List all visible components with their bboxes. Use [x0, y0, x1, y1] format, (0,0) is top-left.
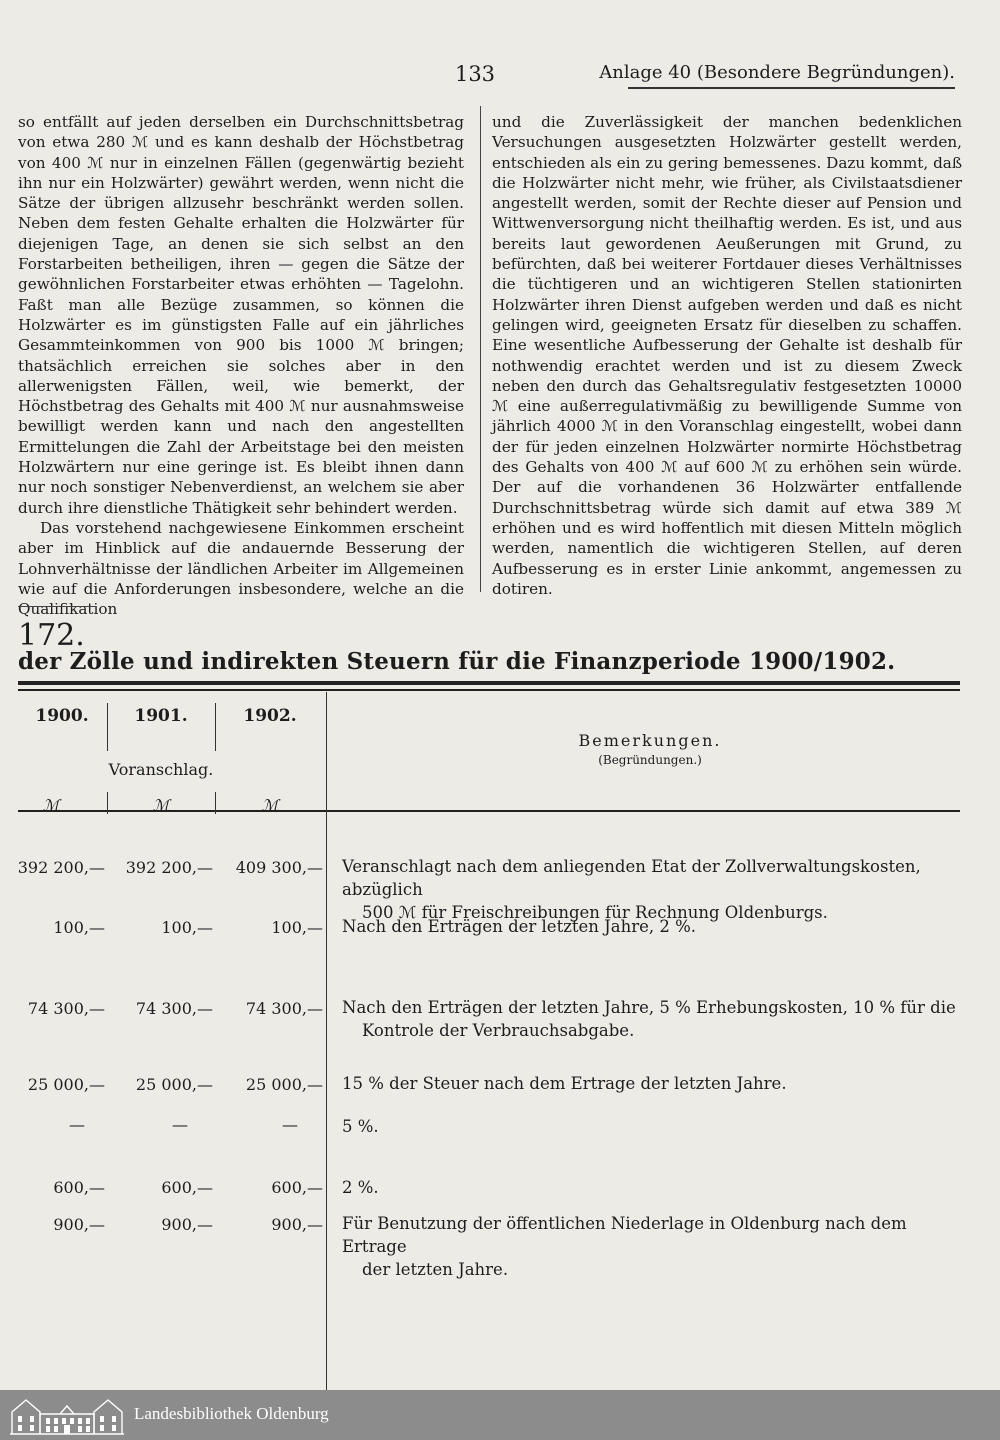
- cell-1902: 74 300,—: [245, 999, 323, 1018]
- running-head-rule: [628, 87, 955, 89]
- header-year-1900: 1900.: [35, 706, 89, 726]
- row-remark: [342, 1072, 962, 1095]
- library-name: Landesbibliothek Oldenburg: [134, 1404, 329, 1423]
- col-divider-remarks: [326, 692, 327, 1390]
- row-remark: [342, 1212, 962, 1281]
- cell-1900: 900,—: [53, 1215, 105, 1234]
- cell-1902: 409 300,—: [235, 858, 323, 877]
- table-top-rule: [18, 681, 960, 685]
- left-column: [18, 112, 464, 619]
- cell-1902: 25 000,—: [245, 1075, 323, 1094]
- cell-1902: 900,—: [271, 1215, 323, 1234]
- cell-1900: 74 300,—: [27, 999, 105, 1018]
- right-column: [492, 112, 962, 599]
- remark-line-1: Nach den Erträgen der letzten Jahre, 5 % Erhebungskosten, 10 % für die: [342, 998, 956, 1017]
- right-paragraph-1: und die Zuverlässigkeit der manchen bedenklichen Versuchungen ausgesetzten Holzwärter gestellt werden, entschieden als ein zu gering bemessenes. Dazu kommt, daß die Holzwärter nicht mehr, wie früher, als Civilstaatsdiener angestellt werden, somit der Rechte dieser auf Pension und Wittwenversorgung nicht theilhaftig werden. Es ist, und aus bereits laut gewordenen Aeußerungen mit Grund, zu befürchten, daß bei weiterer Fortdauer dieses Verhältnisses die tüchtigeren und an wichtigeren Stellen stationirten Holzwärter ihren Dienst aufgeben werden und daß es nicht gelingen wird, geeigneten Ersatz für dieselben zu schaffen. Eine wesentliche Aufbesserung der Gehalte ist deshalb für nothwendig erachtet werden und ist zu diesem Zweck neben den durch das Gehaltsregulativ festgesetzten 10000 ℳ eine außerregulativmäßig zu bewilligende Summe von jährlich 4000 ℳ in den Voranschlag eingestellt, wobei dann der für jeden einzelnen Holzwärter normirte Höchstbetrag des Gehalts von 400 ℳ auf 600 ℳ zu erhöhen sein würde. Der auf die vorhandenen 36 Holzwärter entfallende Durchschnittsbetrag würde sich damit auf etwa 389 ℳ erhöhen und es wird hoffentlich mit diesen Mitteln möglich werden, namentlich die wichtigeren Stellen, auf deren Aufbesserung es in erster Linie ankommt, angemessen zu dotiren.: [492, 113, 962, 598]
- cell-1900: 600,—: [53, 1178, 105, 1197]
- remark-line-2: Kontrole der Verbrauchsabgabe.: [362, 1021, 635, 1040]
- cell-1901: 74 300,—: [135, 999, 213, 1018]
- section-number: 172.: [18, 618, 85, 653]
- table-top-rule-thin: [18, 689, 960, 691]
- section-title: der Zölle und indirekten Steuern für die Finanzperiode 1900/1902.: [18, 648, 896, 675]
- cell-1900: 100,—: [53, 918, 105, 937]
- remark-line-1: 5 %.: [342, 1117, 379, 1136]
- remark-line-1: 15 % der Steuer nach dem Ertrage der letzten Jahre.: [342, 1074, 787, 1093]
- cell-1900: —: [69, 1115, 85, 1134]
- running-head: Anlage 40 (Besondere Begründungen).: [599, 62, 955, 83]
- remark-line-1: Nach den Erträgen der letzten Jahre, 2 %.: [342, 917, 697, 936]
- cell-1901: 900,—: [161, 1215, 213, 1234]
- row-remark: [342, 1115, 962, 1138]
- unit-mark-1901: ℳ: [152, 796, 170, 815]
- row-remark: [342, 1176, 962, 1199]
- cell-1902: —: [282, 1115, 298, 1134]
- remark-line-1: Für Benutzung der öffentlichen Niederlage in Oldenburg nach dem Ertrage: [342, 1214, 907, 1256]
- cell-1902: 100,—: [271, 918, 323, 937]
- page-number: 133: [454, 62, 496, 86]
- left-paragraph-2: Das vorstehend nachgewiesene Einkommen erscheint aber im Hinblick auf die andauernde Besserung der Lohnverhältnisse der ländlichen Arbeiter im Allgemeinen wie auf die Anforderungen insbesondere, welche an die Qualifikation: [18, 518, 464, 619]
- section-divider: [18, 606, 96, 607]
- cell-1901: —: [172, 1115, 188, 1134]
- row-remark: [342, 996, 962, 1042]
- left-paragraph-1: so entfällt auf jeden derselben ein Durchschnittsbetrag von etwa 280 ℳ und es kann deshalb der Höchstbetrag von 400 ℳ nur in einzelnen Fällen (gegenwärtig bezieht ihn nur ein Holzwärter) gewährt werden, wenn nicht die Sätze der übrigen allzusehr beschränkt werden sollen. Neben dem festen Gehalte erhalten die Holzwärter für diejenigen Tage, an denen sie sich selbst an den Forstarbeiten betheiligen, ihren — gegen die Sätze der gewöhnlichen Forstarbeiter etwas erhöhten — Tagelohn. Faßt man alle Bezüge zusammen, so können die Holzwärter es im günstigsten Falle auf ein jährliches Gesammteinkommen von 900 bis 1000 ℳ bringen; thatsächlich erreichen sie solches aber in den allerwenigsten Fällen, weil, wie bemerkt, der Höchstbetrag des Gehalts mit 400 ℳ nur ausnahmsweise bewilligt werden kann und nach den angestellten Ermittelungen die Zahl der Arbeitstage bei den meisten Holzwärtern nur eine geringe ist. Es bleibt ihnen dann nur noch sonstiger Nebenverdienst, an welchem sie aber durch ihre dienstliche Thätigkeit sehr behindert werden.: [18, 113, 464, 517]
- header-year-1901: 1901.: [134, 706, 188, 726]
- header-remarks: Bemerkungen.: [578, 731, 722, 750]
- cell-1900: 25 000,—: [27, 1075, 105, 1094]
- cell-1901: 100,—: [161, 918, 213, 937]
- unit-mark-1902: ℳ: [261, 796, 279, 815]
- remark-line-1: Veranschlagt nach dem anliegenden Etat der Zollverwaltungskosten, abzüglich: [342, 857, 921, 899]
- cell-1900: 392 200,—: [17, 858, 105, 877]
- cell-1901: 600,—: [161, 1178, 213, 1197]
- footer-bar: [0, 1390, 1000, 1440]
- remark-line-2: der letzten Jahre.: [362, 1260, 509, 1279]
- row-remark: [342, 855, 962, 924]
- row-remark: [342, 915, 962, 938]
- cell-1901: 25 000,—: [135, 1075, 213, 1094]
- column-separator: [480, 106, 481, 592]
- library-building-icon: [8, 1394, 126, 1436]
- header-year-1902: 1902.: [243, 706, 297, 726]
- remark-line-1: 2 %.: [342, 1178, 379, 1197]
- cell-1902: 600,—: [271, 1178, 323, 1197]
- header-remarks-sub: (Begründungen.): [598, 753, 702, 767]
- cell-1901: 392 200,—: [125, 858, 213, 877]
- remark-line-2: 500 ℳ für Freischreibungen für Rechnung Oldenburgs.: [362, 903, 828, 922]
- header-voranschlag: Voranschlag.: [108, 760, 214, 779]
- unit-mark-1900: ℳ: [42, 796, 60, 815]
